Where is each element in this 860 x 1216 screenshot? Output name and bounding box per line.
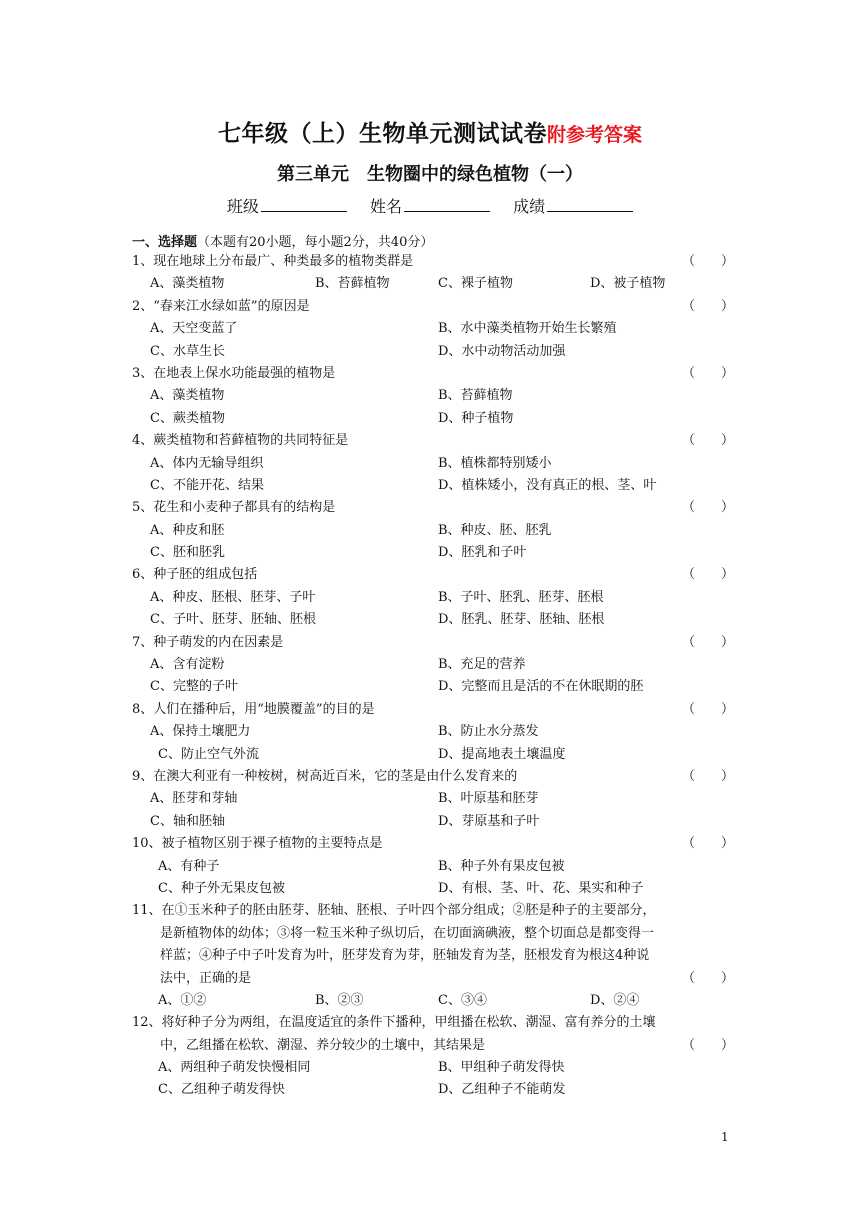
answer-blank[interactable]: （ ） (682, 567, 735, 583)
option-a[interactable]: A、有种子 (158, 858, 220, 874)
question-stem: 法中，正确的是 (160, 970, 252, 986)
question-3 (0, 363, 860, 385)
option-d[interactable]: D、水中动物活动加强 (438, 343, 566, 359)
options-row (0, 453, 860, 475)
option-c[interactable]: C、蕨类植物 (150, 410, 225, 426)
question-stem: 4、蕨类植物和苔藓植物的共同特征是 (132, 433, 349, 449)
option-c[interactable]: C、裸子植物 (438, 276, 513, 292)
option-d[interactable]: D、芽原基和子叶 (438, 813, 540, 829)
question-stem: 6、种子胚的组成包括 (132, 567, 258, 583)
student-info-fields (0, 194, 860, 217)
options-row (0, 878, 860, 900)
option-b[interactable]: B、防止水分蒸发 (438, 724, 539, 740)
option-c[interactable]: C、防止空气外流 (158, 746, 259, 762)
answer-blank[interactable]: （ ） (682, 500, 735, 516)
option-a[interactable]: A、体内无输导组织 (150, 455, 264, 471)
question-6 (0, 564, 860, 586)
answer-blank[interactable]: （ ） (682, 836, 735, 852)
option-d[interactable]: D、植株矮小，没有真正的根、茎、叶 (438, 477, 657, 493)
question-1 (0, 251, 860, 273)
option-c[interactable]: C、水草生长 (150, 343, 225, 359)
options-row (0, 811, 860, 833)
option-c[interactable]: C、子叶、胚芽、胚轴、胚根 (150, 612, 316, 628)
options-row (0, 744, 860, 766)
option-b[interactable]: B、水中藻类植物开始生长繁殖 (438, 321, 617, 337)
question-stem: 7、种子萌发的内在因素是 (132, 634, 284, 650)
options-row (0, 990, 860, 1012)
options-row (0, 609, 860, 631)
answer-blank[interactable]: （ ） (682, 433, 735, 449)
section-heading (132, 231, 433, 250)
option-a[interactable]: A、种皮和胚 (150, 522, 225, 538)
options-row (0, 1057, 860, 1079)
option-b[interactable]: B、苔藓植物 (438, 388, 513, 404)
question-11 (0, 900, 860, 922)
option-d[interactable]: D、胚乳和子叶 (438, 545, 527, 561)
title-answer-note: 附参考答案 (546, 124, 642, 146)
option-c[interactable]: C、乙组种子萌发得快 (158, 1082, 285, 1098)
question-stem: 9、在澳大利亚有一种桉树，树高近百米，它的茎是由什么发育来的 (132, 768, 518, 784)
option-a[interactable]: A、含有淀粉 (150, 657, 225, 673)
option-c[interactable]: C、不能开花、结果 (150, 477, 264, 493)
question-8 (0, 699, 860, 721)
option-d[interactable]: D、②④ (590, 992, 640, 1008)
options-row (0, 1079, 860, 1101)
question-stem: 是新植物体的幼体；③将一粒玉米种子纵切后，在切面滴碘液，整个切面总是都变得一 (160, 925, 655, 941)
question-2 (0, 296, 860, 318)
question-stem: 2、“春来江水绿如蓝”的原因是 (132, 298, 310, 314)
question-stem: 中，乙组播在松软、潮湿、养分较少的土壤中，其结果是 (160, 1037, 486, 1053)
section-note: （本题有20小题，每小题2分，共40分） (197, 235, 434, 250)
options-row (0, 788, 860, 810)
option-b[interactable]: B、充足的营养 (438, 657, 526, 673)
option-b[interactable]: B、苔藓植物 (315, 276, 390, 292)
option-a[interactable]: A、①② (158, 992, 207, 1008)
question-stem: 样蓝；④种子中子叶发育为叶，胚芽发育为芽，胚轴发育为茎，胚根发育为根这4种说 (160, 948, 650, 964)
question-stem: 11、在①玉米种子的胚由胚芽、胚轴、胚根、子叶四个部分组成；②胚是种子的主要部分， (132, 903, 656, 919)
options-row (0, 721, 860, 743)
question-stem-continued (0, 1035, 860, 1057)
option-a[interactable]: A、两组种子萌发快慢相同 (158, 1060, 311, 1076)
options-row (0, 542, 860, 564)
option-a[interactable]: A、胚芽和芽轴 (150, 791, 238, 807)
question-stem: 8、人们在播种后，用“地膜覆盖”的目的是 (132, 701, 375, 717)
option-d[interactable]: D、被子植物 (590, 276, 666, 292)
question-stem: 5、花生和小麦种子都具有的结构是 (132, 500, 336, 516)
answer-blank[interactable]: （ ） (682, 970, 735, 986)
question-stem: 10、被子植物区别于裸子植物的主要特点是 (132, 836, 383, 852)
question-stem-continued (0, 945, 860, 967)
page-number: 1 (721, 1130, 729, 1144)
question-4 (0, 430, 860, 452)
class-blank[interactable] (261, 195, 347, 212)
question-9 (0, 766, 860, 788)
page-title (0, 115, 860, 148)
question-stem-continued (0, 923, 860, 945)
option-d[interactable]: D、有根、茎、叶、花、果实和种子 (438, 880, 644, 896)
option-d[interactable]: D、胚乳、胚芽、胚轴、胚根 (438, 612, 605, 628)
option-b[interactable]: B、子叶、胚乳、胚芽、胚根 (438, 589, 604, 605)
option-b[interactable]: B、②③ (315, 992, 364, 1008)
answer-blank[interactable]: （ ） (682, 254, 735, 269)
name-field[interactable] (370, 194, 490, 217)
question-10 (0, 833, 860, 855)
unit-subtitle: 第三单元 生物圈中的绿色植物（一） (277, 164, 583, 185)
option-a[interactable]: A、天空变蓝了 (150, 321, 238, 337)
option-b[interactable]: B、植株都特别矮小 (438, 455, 552, 471)
question-stem: 1、现在地球上分布最广、种类最多的植物类群是 (132, 254, 414, 269)
options-row (0, 341, 860, 363)
option-b[interactable]: B、种皮、胚、胚乳 (438, 522, 552, 538)
score-label: 成绩 (513, 197, 546, 216)
option-c[interactable]: C、轴和胚轴 (150, 813, 225, 829)
section-title: 一、选择题 (132, 235, 198, 250)
options-row (0, 856, 860, 878)
option-a[interactable]: A、藻类植物 (150, 276, 225, 292)
options-row (0, 587, 860, 609)
options-row (0, 408, 860, 430)
option-d[interactable]: D、乙组种子不能萌发 (438, 1082, 566, 1098)
score-blank[interactable] (547, 195, 633, 212)
question-7 (0, 632, 860, 654)
question-stem: 3、在地表上保水功能最强的植物是 (132, 365, 336, 381)
options-row (0, 654, 860, 676)
title-main: 七年级（上）生物单元测试试卷 (217, 121, 547, 147)
answer-blank[interactable]: （ ） (682, 768, 735, 784)
option-d[interactable]: D、提高地表土壤温度 (438, 746, 566, 762)
class-label: 班级 (226, 197, 259, 216)
question-stem: 12、将好种子分为两组，在温度适宜的条件下播种，甲组播在松软、潮湿、富有养分的土壤 (132, 1015, 656, 1031)
question-stem-continued (0, 968, 860, 990)
name-blank[interactable] (404, 195, 490, 212)
question-12 (0, 1012, 860, 1034)
option-d[interactable]: D、完整而且是活的不在休眠期的胚 (438, 679, 644, 695)
question-list (0, 251, 860, 1102)
option-c[interactable]: C、完整的子叶 (150, 679, 238, 695)
options-row (0, 676, 860, 698)
option-b[interactable]: B、叶原基和胚芽 (438, 791, 539, 807)
name-label: 姓名 (369, 197, 402, 216)
answer-blank[interactable]: （ ） (682, 701, 735, 717)
options-row (0, 475, 860, 497)
options-row (0, 318, 860, 340)
option-a[interactable]: A、种皮、胚根、胚芽、子叶 (150, 589, 316, 605)
option-c[interactable]: C、种子外无果皮包被 (158, 880, 285, 896)
options-row (0, 520, 860, 542)
class-field[interactable] (227, 194, 347, 217)
option-a[interactable]: A、保持土壤肥力 (150, 724, 251, 740)
answer-blank[interactable]: （ ） (682, 365, 735, 381)
score-field[interactable] (513, 194, 633, 217)
answer-blank[interactable]: （ ） (682, 298, 735, 314)
option-c[interactable]: C、胚和胚乳 (150, 545, 225, 561)
options-row (0, 385, 860, 407)
answer-blank[interactable]: （ ） (682, 1037, 735, 1053)
option-c[interactable]: C、③④ (438, 992, 487, 1008)
option-d[interactable]: D、种子植物 (438, 410, 514, 426)
options-row (0, 273, 860, 295)
option-b[interactable]: B、种子外有果皮包被 (438, 858, 565, 874)
question-5 (0, 497, 860, 519)
option-a[interactable]: A、藻类植物 (150, 388, 225, 404)
answer-blank[interactable]: （ ） (682, 634, 735, 650)
option-b[interactable]: B、甲组种子萌发得快 (438, 1060, 565, 1076)
